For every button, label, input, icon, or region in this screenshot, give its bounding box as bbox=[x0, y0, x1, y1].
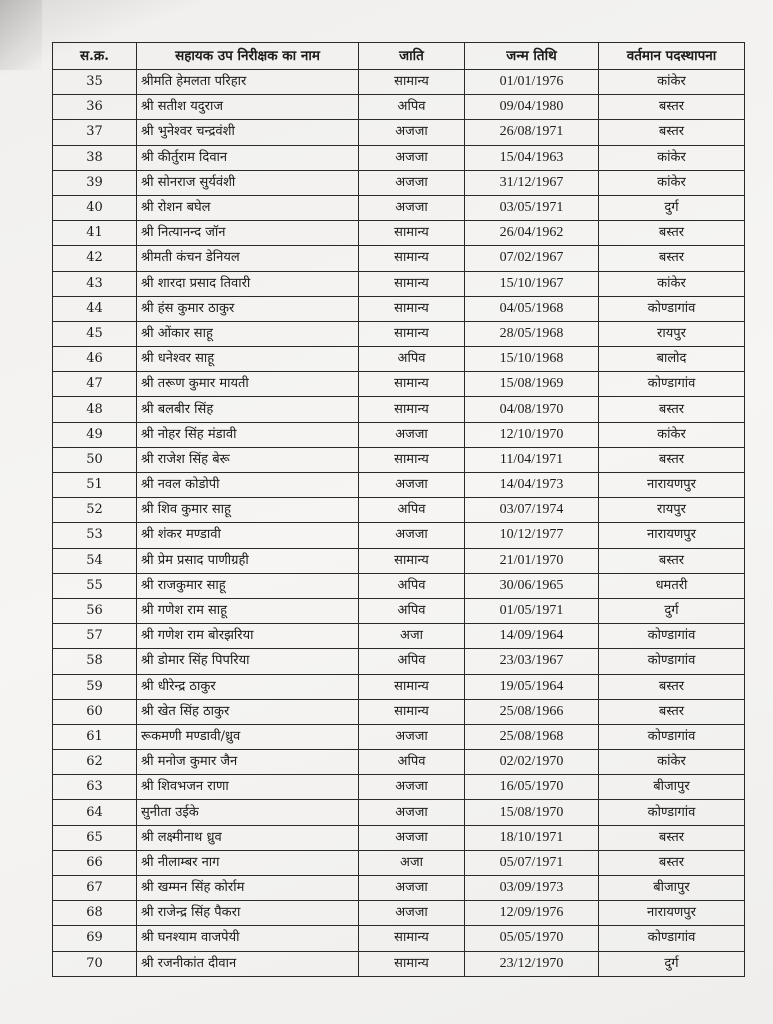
serial-cell: 54 bbox=[53, 548, 137, 573]
serial-cell: 61 bbox=[53, 724, 137, 749]
posting-cell: रायपुर bbox=[599, 498, 745, 523]
name-cell: श्री रोशन बघेल bbox=[137, 195, 359, 220]
serial-cell: 53 bbox=[53, 523, 137, 548]
category-cell: सामान्य bbox=[359, 548, 465, 573]
dob-cell: 12/10/1970 bbox=[465, 422, 599, 447]
header-category: जाति bbox=[359, 43, 465, 70]
serial-cell: 59 bbox=[53, 674, 137, 699]
category-cell: अपिव bbox=[359, 498, 465, 523]
category-cell: अजजा bbox=[359, 901, 465, 926]
name-cell: श्री शिवभजन राणा bbox=[137, 775, 359, 800]
category-cell: अजजा bbox=[359, 422, 465, 447]
category-cell: अजजा bbox=[359, 120, 465, 145]
dob-cell: 09/04/1980 bbox=[465, 95, 599, 120]
dob-cell: 05/07/1971 bbox=[465, 850, 599, 875]
serial-cell: 66 bbox=[53, 850, 137, 875]
name-cell: रूकमणी मण्डावी/ध्रुव bbox=[137, 724, 359, 749]
table-row bbox=[53, 372, 745, 397]
dob-cell: 03/07/1974 bbox=[465, 498, 599, 523]
table-row bbox=[53, 775, 745, 800]
posting-cell: कोण्डागांव bbox=[599, 624, 745, 649]
name-cell: श्री सतीश यदुराज bbox=[137, 95, 359, 120]
serial-cell: 56 bbox=[53, 598, 137, 623]
dob-cell: 21/01/1970 bbox=[465, 548, 599, 573]
dob-cell: 15/10/1967 bbox=[465, 271, 599, 296]
name-cell: श्री नित्यानन्द जॉन bbox=[137, 221, 359, 246]
category-cell: अपिव bbox=[359, 95, 465, 120]
category-cell: अजजा bbox=[359, 775, 465, 800]
name-cell: श्री धनेश्वर साहू bbox=[137, 347, 359, 372]
dob-cell: 11/04/1971 bbox=[465, 447, 599, 472]
name-cell: श्री शंकर मण्डावी bbox=[137, 523, 359, 548]
posting-cell: नारायणपुर bbox=[599, 473, 745, 498]
posting-cell: कोण्डागांव bbox=[599, 372, 745, 397]
posting-cell: बस्तर bbox=[599, 674, 745, 699]
name-cell: श्री धीरेन्द्र ठाकुर bbox=[137, 674, 359, 699]
posting-cell: बस्तर bbox=[599, 850, 745, 875]
serial-cell: 44 bbox=[53, 296, 137, 321]
table-row bbox=[53, 649, 745, 674]
header-name: सहायक उप निरीक्षक का नाम bbox=[137, 43, 359, 70]
table-row bbox=[53, 800, 745, 825]
name-cell: श्री राजेन्द्र सिंह पैकरा bbox=[137, 901, 359, 926]
serial-cell: 63 bbox=[53, 775, 137, 800]
name-cell: श्री गणेश राम बोरझरिया bbox=[137, 624, 359, 649]
name-cell: श्री नीलाम्बर नाग bbox=[137, 850, 359, 875]
serial-cell: 60 bbox=[53, 699, 137, 724]
name-cell: श्री मनोज कुमार जैन bbox=[137, 750, 359, 775]
name-cell: श्री हंस कुमार ठाकुर bbox=[137, 296, 359, 321]
name-cell: श्री डोमार सिंह पिपरिया bbox=[137, 649, 359, 674]
table-row bbox=[53, 296, 745, 321]
category-cell: अजजा bbox=[359, 800, 465, 825]
posting-cell: नारायणपुर bbox=[599, 523, 745, 548]
dob-cell: 31/12/1967 bbox=[465, 170, 599, 195]
table-row bbox=[53, 573, 745, 598]
dob-cell: 12/09/1976 bbox=[465, 901, 599, 926]
table-row bbox=[53, 951, 745, 976]
category-cell: सामान्य bbox=[359, 271, 465, 296]
header-serial: स.क्र. bbox=[53, 43, 137, 70]
table-row bbox=[53, 750, 745, 775]
table-row bbox=[53, 221, 745, 246]
dob-cell: 26/04/1962 bbox=[465, 221, 599, 246]
name-cell: श्रीमति हेमलता परिहार bbox=[137, 70, 359, 95]
table-row bbox=[53, 624, 745, 649]
dob-cell: 23/12/1970 bbox=[465, 951, 599, 976]
dob-cell: 14/09/1964 bbox=[465, 624, 599, 649]
name-cell: श्री बलबीर सिंह bbox=[137, 397, 359, 422]
category-cell: सामान्य bbox=[359, 372, 465, 397]
posting-cell: बस्तर bbox=[599, 397, 745, 422]
posting-cell: दुर्ग bbox=[599, 951, 745, 976]
category-cell: सामान्य bbox=[359, 221, 465, 246]
serial-cell: 50 bbox=[53, 447, 137, 472]
dob-cell: 18/10/1971 bbox=[465, 825, 599, 850]
serial-cell: 51 bbox=[53, 473, 137, 498]
posting-cell: बीजापुर bbox=[599, 775, 745, 800]
serial-cell: 64 bbox=[53, 800, 137, 825]
dob-cell: 07/02/1967 bbox=[465, 246, 599, 271]
dob-cell: 25/08/1968 bbox=[465, 724, 599, 749]
posting-cell: बस्तर bbox=[599, 825, 745, 850]
posting-cell: कांकेर bbox=[599, 70, 745, 95]
posting-cell: कोण्डागांव bbox=[599, 649, 745, 674]
dob-cell: 15/10/1968 bbox=[465, 347, 599, 372]
name-cell: श्री तरूण कुमार मायती bbox=[137, 372, 359, 397]
name-cell: श्री गणेश राम साहू bbox=[137, 598, 359, 623]
name-cell: सुनीता उईके bbox=[137, 800, 359, 825]
serial-cell: 40 bbox=[53, 195, 137, 220]
table-row bbox=[53, 674, 745, 699]
header-dob: जन्म तिथि bbox=[465, 43, 599, 70]
category-cell: अपिव bbox=[359, 649, 465, 674]
dob-cell: 15/04/1963 bbox=[465, 145, 599, 170]
serial-cell: 52 bbox=[53, 498, 137, 523]
posting-cell: बस्तर bbox=[599, 120, 745, 145]
serial-cell: 68 bbox=[53, 901, 137, 926]
table-body bbox=[53, 70, 745, 977]
dob-cell: 01/05/1971 bbox=[465, 598, 599, 623]
serial-cell: 39 bbox=[53, 170, 137, 195]
dob-cell: 28/05/1968 bbox=[465, 321, 599, 346]
category-cell: सामान्य bbox=[359, 699, 465, 724]
serial-cell: 69 bbox=[53, 926, 137, 951]
serial-cell: 67 bbox=[53, 876, 137, 901]
table-row bbox=[53, 447, 745, 472]
serial-cell: 37 bbox=[53, 120, 137, 145]
name-cell: श्री राजेश सिंह बेरू bbox=[137, 447, 359, 472]
name-cell: श्री कीर्तुराम दिवान bbox=[137, 145, 359, 170]
serial-cell: 49 bbox=[53, 422, 137, 447]
posting-cell: कोण्डागांव bbox=[599, 800, 745, 825]
serial-cell: 41 bbox=[53, 221, 137, 246]
serial-cell: 46 bbox=[53, 347, 137, 372]
posting-cell: दुर्ग bbox=[599, 195, 745, 220]
category-cell: सामान्य bbox=[359, 246, 465, 271]
category-cell: अजजा bbox=[359, 473, 465, 498]
posting-cell: बस्तर bbox=[599, 548, 745, 573]
posting-cell: कोण्डागांव bbox=[599, 724, 745, 749]
table-row bbox=[53, 473, 745, 498]
posting-cell: कांकेर bbox=[599, 170, 745, 195]
table-row bbox=[53, 170, 745, 195]
table-row bbox=[53, 321, 745, 346]
serial-cell: 48 bbox=[53, 397, 137, 422]
category-cell: अजा bbox=[359, 850, 465, 875]
category-cell: अजजा bbox=[359, 195, 465, 220]
category-cell: अपिव bbox=[359, 573, 465, 598]
table-row bbox=[53, 548, 745, 573]
dob-cell: 03/09/1973 bbox=[465, 876, 599, 901]
category-cell: सामान्य bbox=[359, 951, 465, 976]
category-cell: अजजा bbox=[359, 145, 465, 170]
category-cell: अपिव bbox=[359, 347, 465, 372]
serial-cell: 55 bbox=[53, 573, 137, 598]
name-cell: श्री ओंकार साहू bbox=[137, 321, 359, 346]
serial-cell: 45 bbox=[53, 321, 137, 346]
category-cell: सामान्य bbox=[359, 321, 465, 346]
serial-cell: 57 bbox=[53, 624, 137, 649]
category-cell: अजा bbox=[359, 624, 465, 649]
posting-cell: कांकेर bbox=[599, 271, 745, 296]
name-cell: श्री नवल कोडोपी bbox=[137, 473, 359, 498]
table-row bbox=[53, 120, 745, 145]
serial-cell: 58 bbox=[53, 649, 137, 674]
posting-cell: धमतरी bbox=[599, 573, 745, 598]
header-posting: वर्तमान पदस्थापना bbox=[599, 43, 745, 70]
dob-cell: 14/04/1973 bbox=[465, 473, 599, 498]
dob-cell: 02/02/1970 bbox=[465, 750, 599, 775]
dob-cell: 15/08/1970 bbox=[465, 800, 599, 825]
dob-cell: 30/06/1965 bbox=[465, 573, 599, 598]
table-row bbox=[53, 825, 745, 850]
table-row bbox=[53, 347, 745, 372]
posting-cell: दुर्ग bbox=[599, 598, 745, 623]
serial-cell: 43 bbox=[53, 271, 137, 296]
category-cell: सामान्य bbox=[359, 674, 465, 699]
name-cell: श्री खेत सिंह ठाकुर bbox=[137, 699, 359, 724]
dob-cell: 16/05/1970 bbox=[465, 775, 599, 800]
dob-cell: 05/05/1970 bbox=[465, 926, 599, 951]
posting-cell: नारायणपुर bbox=[599, 901, 745, 926]
category-cell: सामान्य bbox=[359, 926, 465, 951]
category-cell: सामान्य bbox=[359, 447, 465, 472]
table-row bbox=[53, 901, 745, 926]
category-cell: सामान्य bbox=[359, 397, 465, 422]
category-cell: अजजा bbox=[359, 825, 465, 850]
name-cell: श्री शारदा प्रसाद तिवारी bbox=[137, 271, 359, 296]
posting-cell: कोण्डागांव bbox=[599, 296, 745, 321]
posting-cell: कांकेर bbox=[599, 750, 745, 775]
table-row bbox=[53, 95, 745, 120]
posting-cell: कांकेर bbox=[599, 422, 745, 447]
name-cell: श्री राजकुमार साहू bbox=[137, 573, 359, 598]
dob-cell: 10/12/1977 bbox=[465, 523, 599, 548]
posting-cell: कांकेर bbox=[599, 145, 745, 170]
table-row bbox=[53, 145, 745, 170]
name-cell: श्रीमती कंचन डेनियल bbox=[137, 246, 359, 271]
name-cell: श्री घनश्याम वाजपेयी bbox=[137, 926, 359, 951]
table-row bbox=[53, 498, 745, 523]
serial-cell: 47 bbox=[53, 372, 137, 397]
dob-cell: 04/05/1968 bbox=[465, 296, 599, 321]
roster-table bbox=[52, 42, 745, 977]
category-cell: सामान्य bbox=[359, 70, 465, 95]
table-row bbox=[53, 926, 745, 951]
table-row bbox=[53, 397, 745, 422]
name-cell: श्री सोनराज सुर्यवंशी bbox=[137, 170, 359, 195]
table-row bbox=[53, 850, 745, 875]
table-row bbox=[53, 246, 745, 271]
posting-cell: बस्तर bbox=[599, 447, 745, 472]
dob-cell: 19/05/1964 bbox=[465, 674, 599, 699]
posting-cell: बस्तर bbox=[599, 699, 745, 724]
posting-cell: रायपुर bbox=[599, 321, 745, 346]
category-cell: अजजा bbox=[359, 724, 465, 749]
name-cell: श्री शिव कुमार साहू bbox=[137, 498, 359, 523]
table-row bbox=[53, 422, 745, 447]
serial-cell: 38 bbox=[53, 145, 137, 170]
serial-cell: 35 bbox=[53, 70, 137, 95]
dob-cell: 04/08/1970 bbox=[465, 397, 599, 422]
category-cell: अजजा bbox=[359, 170, 465, 195]
serial-cell: 62 bbox=[53, 750, 137, 775]
serial-cell: 36 bbox=[53, 95, 137, 120]
posting-cell: बस्तर bbox=[599, 246, 745, 271]
name-cell: श्री भुनेश्वर चन्द्रवंशी bbox=[137, 120, 359, 145]
table-row bbox=[53, 699, 745, 724]
category-cell: अपिव bbox=[359, 598, 465, 623]
name-cell: श्री नोहर सिंह मंडावी bbox=[137, 422, 359, 447]
dob-cell: 23/03/1967 bbox=[465, 649, 599, 674]
posting-cell: बालोद bbox=[599, 347, 745, 372]
category-cell: अपिव bbox=[359, 750, 465, 775]
category-cell: अजजा bbox=[359, 523, 465, 548]
name-cell: श्री प्रेम प्रसाद पाणीग्रही bbox=[137, 548, 359, 573]
table-header-row bbox=[53, 43, 745, 70]
dob-cell: 01/01/1976 bbox=[465, 70, 599, 95]
posting-cell: बस्तर bbox=[599, 221, 745, 246]
serial-cell: 70 bbox=[53, 951, 137, 976]
serial-cell: 42 bbox=[53, 246, 137, 271]
dob-cell: 03/05/1971 bbox=[465, 195, 599, 220]
table-row bbox=[53, 195, 745, 220]
dob-cell: 15/08/1969 bbox=[465, 372, 599, 397]
serial-cell: 65 bbox=[53, 825, 137, 850]
category-cell: अजजा bbox=[359, 876, 465, 901]
name-cell: श्री रजनीकांत दीवान bbox=[137, 951, 359, 976]
posting-cell: बस्तर bbox=[599, 95, 745, 120]
page-corner-shadow bbox=[0, 0, 42, 70]
table-row bbox=[53, 876, 745, 901]
table-row bbox=[53, 598, 745, 623]
name-cell: श्री लक्ष्मीनाथ ध्रुव bbox=[137, 825, 359, 850]
dob-cell: 26/08/1971 bbox=[465, 120, 599, 145]
posting-cell: बीजापुर bbox=[599, 876, 745, 901]
table-row bbox=[53, 70, 745, 95]
table-row bbox=[53, 271, 745, 296]
dob-cell: 25/08/1966 bbox=[465, 699, 599, 724]
posting-cell: कोण्डागांव bbox=[599, 926, 745, 951]
name-cell: श्री खम्मन सिंह कोर्राम bbox=[137, 876, 359, 901]
category-cell: सामान्य bbox=[359, 296, 465, 321]
table-row bbox=[53, 724, 745, 749]
table-row bbox=[53, 523, 745, 548]
